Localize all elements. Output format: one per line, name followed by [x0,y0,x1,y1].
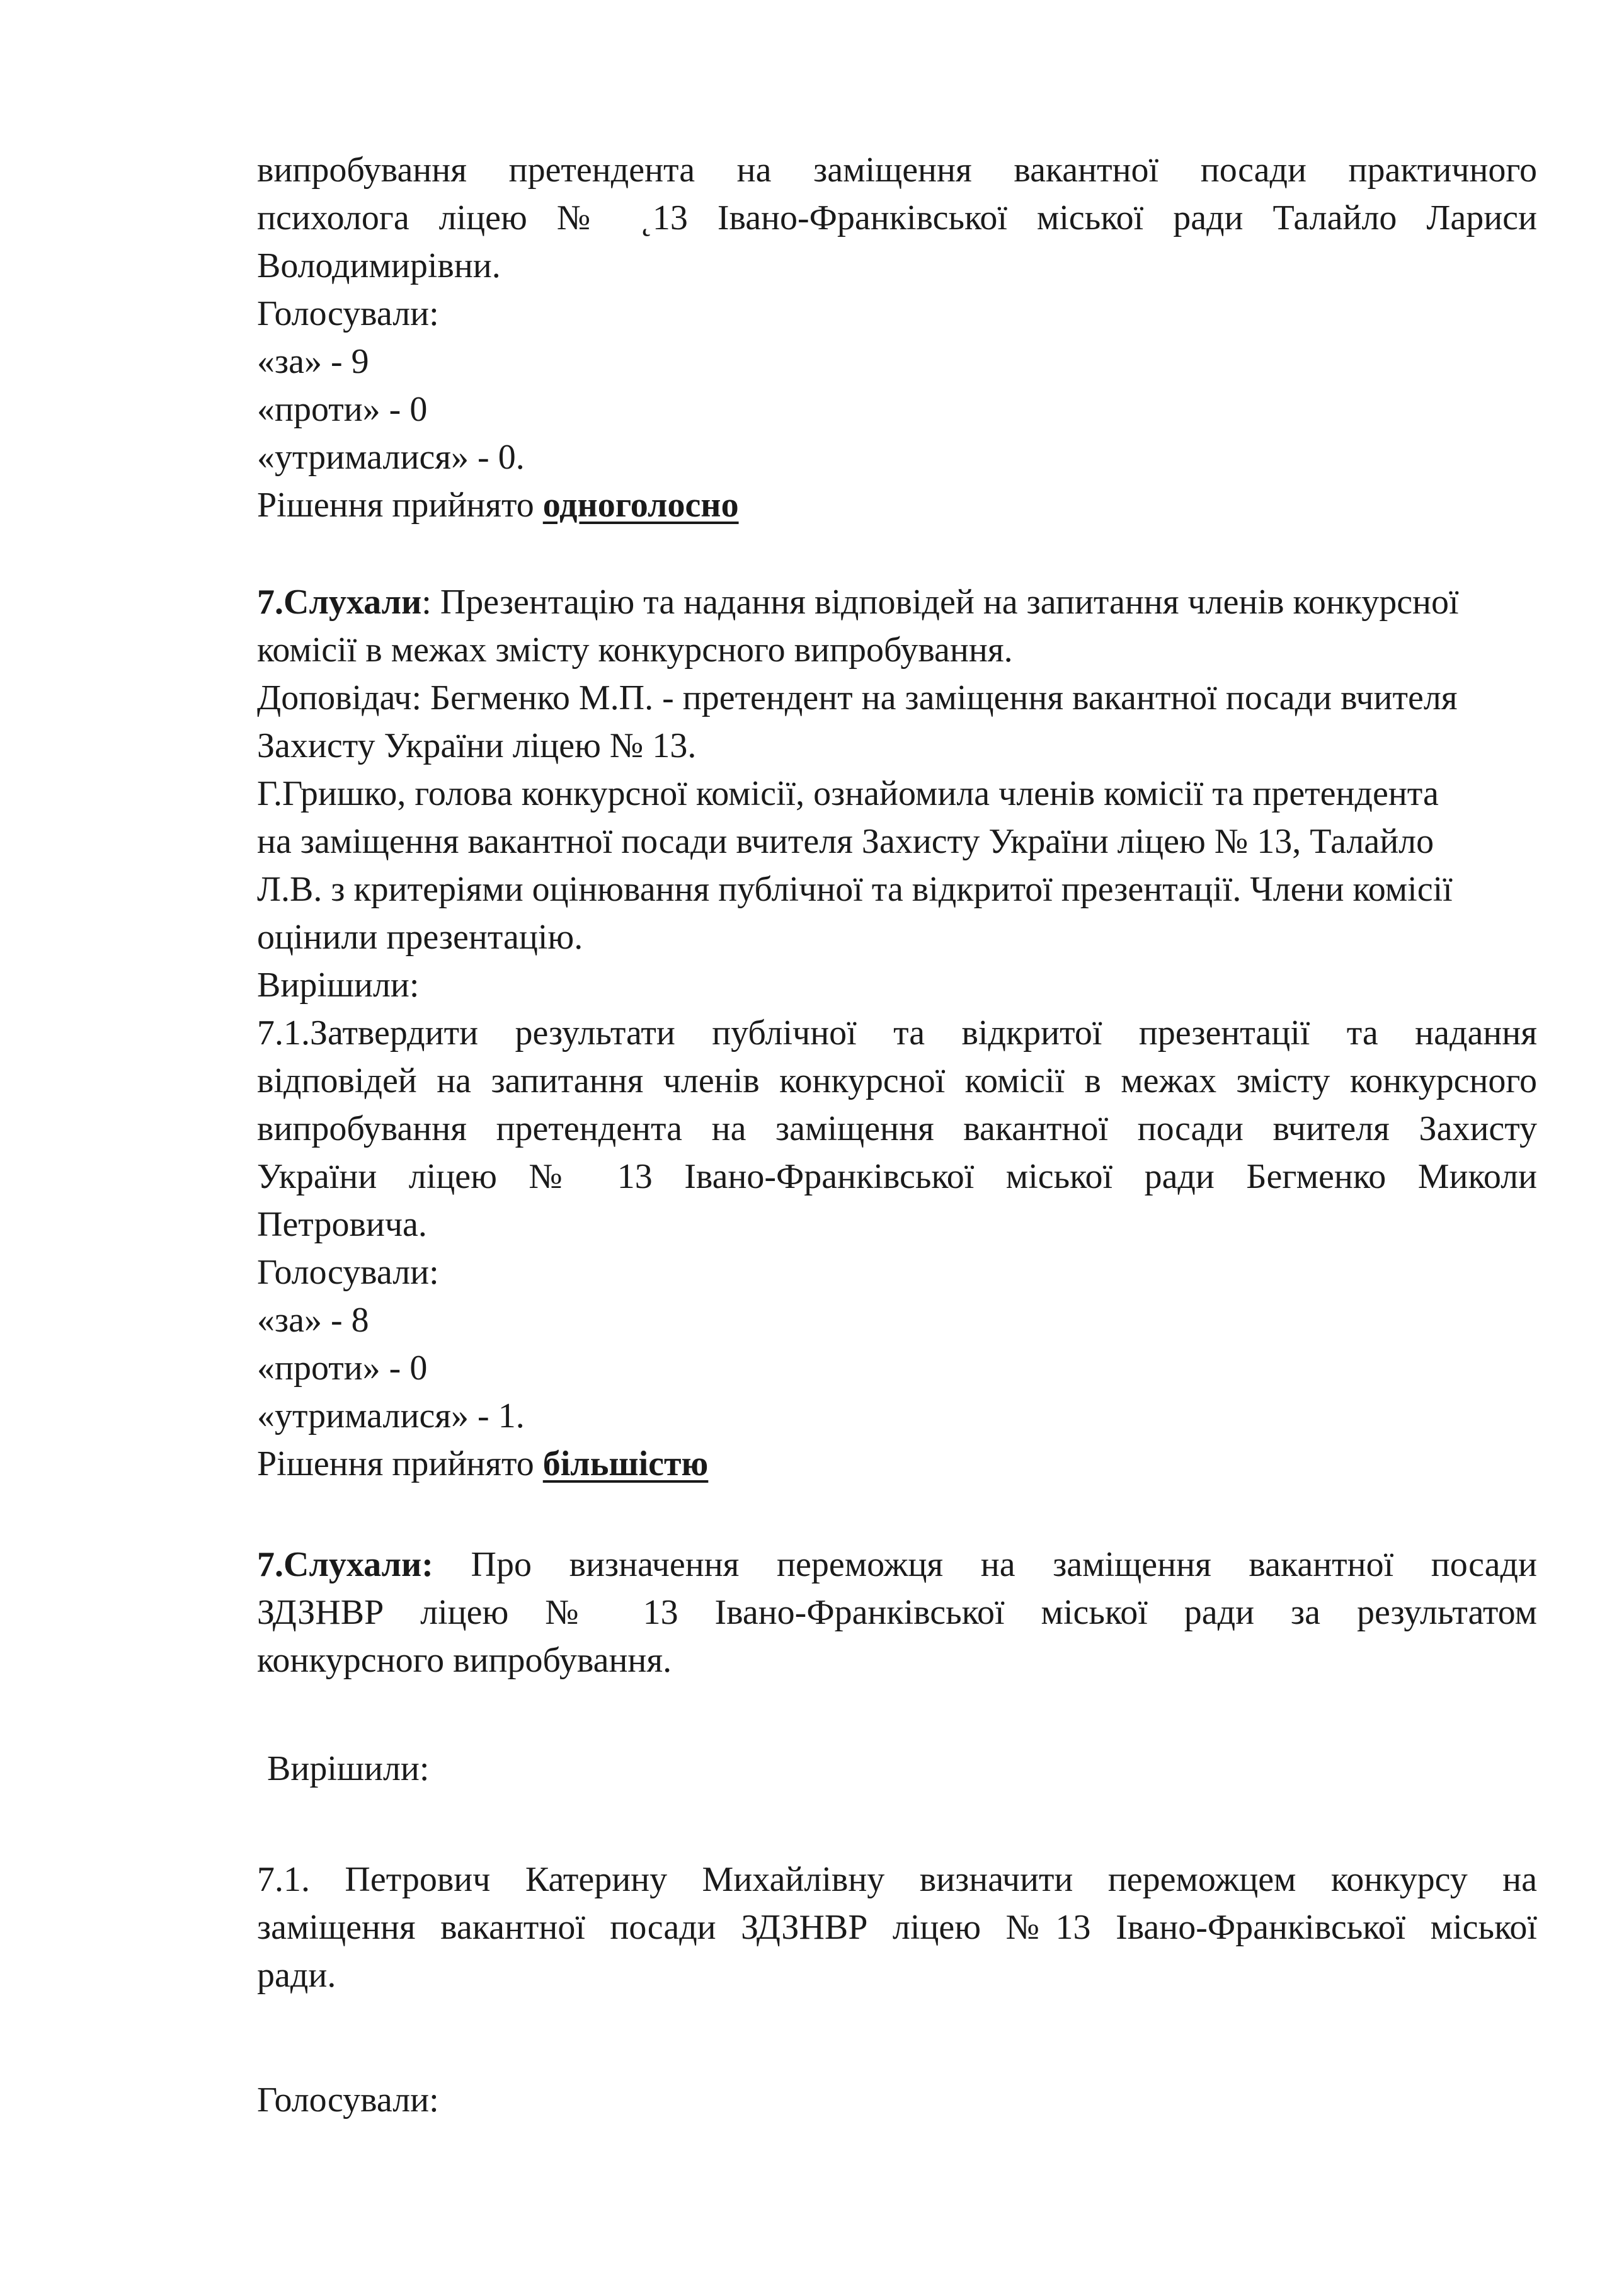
text-line: Захисту України ліцею № 13. [257,726,697,765]
heard-line [257,1541,1537,1589]
text-line: Доповідач: Бегменко М.П. - претендент на заміщення вакантної посади вчителя [257,678,1458,717]
voted-label: Голосували: [257,2080,439,2120]
heard-text: : Презентацію та надання відповідей на запитання членів конкурсної [421,583,1459,622]
decision-value: більшістю [542,1444,709,1483]
voted-label: Голосували: [257,1253,439,1292]
decision-prefix: Рішення прийнято [257,486,543,525]
text-line: Володимирівни. [257,246,501,285]
vote-abstained: «утрималися» - 1. [257,1396,525,1435]
text-line: комісії в межах змісту конкурсного випробування. [257,631,1013,670]
text-line: Л.В. з критеріями оцінювання публічної та відкритої презентації. Члени комісії [257,870,1453,909]
text-line: 7.1.Затвердити результати публічної та відкритої презентації та надання [257,1013,1537,1053]
decision-line [257,481,739,529]
text-line: відповідей на запитання членів конкурсної комісії в межах змісту конкурсного [257,1061,1537,1100]
text-line: України ліцею № 13 Івано-Франківської міської ради Бегменко Миколи [257,1157,1537,1196]
vote-for: «за» - 9 [257,342,369,381]
vote-against: «проти» - 0 [257,390,428,429]
decided-label: Вирішили: [257,966,420,1005]
voted-label: Голосували: [257,294,439,333]
text-line: 7.1. Петрович Катерину Михайлівну визначити переможцем конкурсу на [257,1860,1537,1899]
text-line: заміщення вакантної посади ЗДЗНВР ліцею №13 Івано-Франківської міської [257,1908,1537,1947]
heard-text: Про визначення переможця на заміщення вакантної посади [433,1545,1537,1584]
heard-label: 7.Слухали: [257,1545,433,1584]
vote-for: «за» - 8 [257,1301,369,1340]
text-line: на заміщення вакантної посади вчителя Захисту України ліцею № 13, Талайло [257,822,1434,861]
decided-label: Вирішили: [267,1749,430,1788]
text-line: оцінили презентацію. [257,918,583,957]
vote-abstained: «утрималися» - 0. [257,438,525,477]
text-line: Петровича. [257,1205,427,1244]
decision-line [257,1440,708,1488]
text-line: ЗДЗНВР ліцею № 13 Івано-Франківської міської ради за результатом [257,1593,1537,1632]
text-line: Г.Гришко, голова конкурсної комісії, ознайомила членів комісії та претендента [257,774,1439,813]
heard-label: 7.Слухали [257,583,422,622]
decision-value: одноголосно [542,486,739,525]
heard-line [257,578,1459,626]
text-line: випробування претендента на заміщення вакантної посади вчителя Захисту [257,1109,1537,1148]
text-line: випробування претендента на заміщення вакантної посади практичного [257,151,1537,190]
decision-prefix: Рішення прийнято [257,1444,543,1483]
vote-against: «проти» - 0 [257,1349,428,1388]
text-line: конкурсного випробування. [257,1641,672,1680]
text-line: психолога ліцею № ˛13 Івано-Франківської міської ради Талайло Лариси [257,198,1537,237]
text-line: ради. [257,1956,336,1995]
